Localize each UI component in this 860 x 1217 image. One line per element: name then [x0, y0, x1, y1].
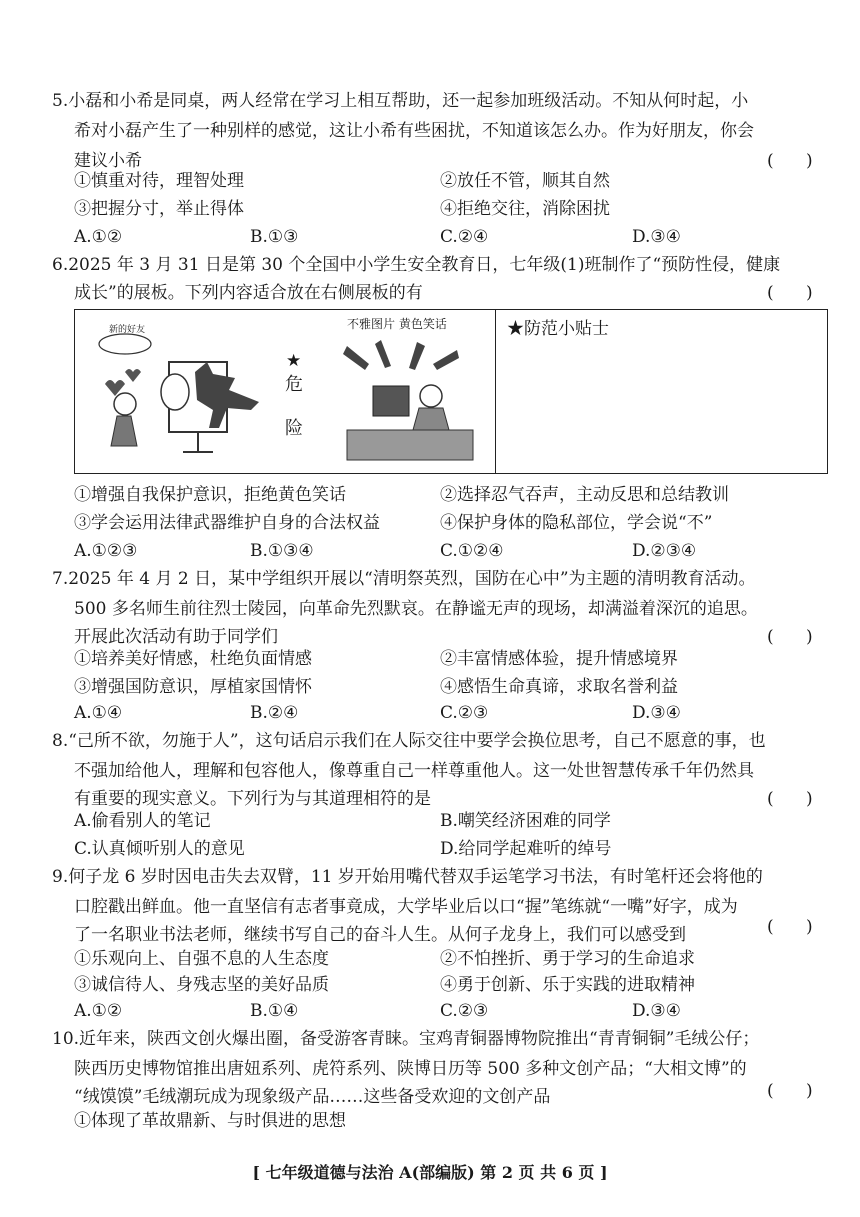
figure-caption: 不雅图片 黄色笑话 — [347, 317, 447, 331]
q5-line-3: 建议小希 — [74, 151, 142, 171]
q9-line-3: 了一名职业书法老师，继续书写自己的奋斗人生。从何子龙身上，我们可以感受到 — [74, 925, 686, 945]
q6-item-4: ④保护身体的隐私部位，学会说“不” — [440, 513, 713, 533]
q6-item-2: ②选择忍气吞声，主动反思和总结教训 — [440, 485, 729, 505]
q10-item-1: ①体现了革故鼎新、与时俱进的思想 — [74, 1111, 346, 1131]
q9-choice-b: B.①④ — [250, 1001, 299, 1021]
q6-choice-b: B.①③④ — [250, 541, 314, 561]
q7-answer-paren: ( ) — [767, 627, 813, 647]
desk-shape — [347, 430, 473, 460]
q7-choice-b: B.②④ — [250, 703, 299, 723]
q8-choice-d: D.给同学起难听的绰号 — [440, 839, 612, 859]
q7-item-1: ①培养美好情感，杜绝负面情感 — [74, 649, 312, 669]
q7-item-3: ③增强国防意识，厚植家国情怀 — [74, 677, 312, 697]
girl-head — [114, 393, 136, 415]
q9-item-1: ①乐观向上、自强不息的人生态度 — [74, 949, 329, 969]
q6-line-1: 6.2025 年 3 月 31 日是第 30 个全国中小学生安全教育日，七年级(1)班制作了“预防性侵，健康 — [52, 255, 781, 275]
q8-answer-paren: ( ) — [767, 789, 813, 809]
q6-answer-paren: ( ) — [767, 283, 813, 303]
q5-choice-d: D.③④ — [632, 227, 681, 247]
girl-body — [111, 416, 137, 446]
q6-item-3: ③学会运用法律武器维护自身的合法权益 — [74, 513, 380, 533]
q5-answer-paren: ( ) — [767, 151, 813, 171]
q5-line-2: 希对小磊产生了一种别样的感觉，这让小希有些困扰，不知道该怎么办。作为好朋友，你会 — [74, 121, 754, 141]
q7-choice-a: A.①④ — [74, 703, 123, 723]
computer-monitor — [373, 386, 409, 416]
q8-line-3: 有重要的现实意义。下列行为与其道理相符的是 — [74, 789, 431, 809]
q5-item-2: ②放任不管，顺其自然 — [440, 171, 610, 191]
reaching-hand-icon — [433, 350, 459, 370]
q5-choice-a: A.①② — [74, 227, 123, 247]
q8-choice-a: A.偷看别人的笔记 — [74, 811, 211, 831]
q8-choice-c: C.认真倾听别人的意见 — [74, 839, 245, 859]
q6-choice-a: A.①②③ — [74, 541, 138, 561]
q9-line-2: 口腔戳出鲜血。他一直坚信有志者事竟成，大学毕业后以口“握”笔练就“一嘴”好字，成为 — [74, 897, 738, 917]
q7-item-4: ④感悟生命真谛，求取名誉利益 — [440, 677, 678, 697]
q9-choice-a: A.①② — [74, 1001, 123, 1021]
q5-item-1: ①慎重对待，理智处理 — [74, 171, 244, 191]
q5-item-4: ④拒绝交往，消除困扰 — [440, 199, 610, 219]
reaching-hand-icon — [375, 340, 391, 368]
bubble-label: 新的好友 — [109, 325, 146, 335]
q7-item-2: ②丰富情感体验，提升情感境界 — [440, 649, 678, 669]
q7-line-2: 500 多名师生前往烈士陵园，向革命先烈默哀。在静谧无声的现场，却满溢着深沉的追思。 — [74, 599, 758, 619]
q10-line-2: 陕西历史博物馆推出唐妞系列、虎符系列、陕博日历等 500 多种文创产品；“大相文博”的 — [74, 1059, 747, 1079]
q6-item-1: ①增强自我保护意识，拒绝黄色笑话 — [74, 485, 346, 505]
danger-char-1: 危 — [285, 374, 303, 395]
q10-line-1: 10.近年来，陕西文创火爆出圈，备受游客青睐。宝鸡青铜器博物院推出“青青铜铜”毛绒公仔； — [52, 1029, 760, 1049]
reaching-hand-icon — [409, 342, 425, 370]
q7-line-1: 7.2025 年 4 月 2 日，某中学组织开展以“清明祭英烈，国防在心中”为主题的清明教育活动。 — [52, 569, 756, 589]
q7-choice-c: C.②③ — [440, 703, 489, 723]
q8-line-2: 不强加给他人，理解和包容他人，像尊重自己一样尊重他人。这一处世智慧传承千年仍然具 — [74, 761, 754, 781]
q9-choice-d: D.③④ — [632, 1001, 681, 1021]
q9-item-2: ②不怕挫折、勇于学习的生命追求 — [440, 949, 695, 969]
q7-choice-d: D.③④ — [632, 703, 681, 723]
q6-choice-d: D.②③④ — [632, 541, 697, 561]
q5-item-3: ③把握分寸，举止得体 — [74, 199, 244, 219]
q5-choice-c: C.②④ — [440, 227, 489, 247]
poster-divider — [495, 310, 496, 473]
user-body — [413, 408, 449, 430]
q5-line-1: 5.小磊和小希是同桌，两人经常在学习上相互帮助，还一起参加班级活动。不知从何时起，小 — [52, 91, 749, 111]
smiling-mask — [161, 374, 189, 410]
heart-icon — [125, 369, 141, 382]
q9-answer-paren: ( ) — [767, 917, 813, 937]
q9-item-3: ③诚信待人、身残志坚的美好品质 — [74, 975, 329, 995]
q6-line-2: 成长”的展板。下列内容适合放在右侧展板的有 — [74, 283, 423, 303]
q7-line-3: 开展此次活动有助于同学们 — [74, 627, 278, 647]
star-icon: ★ — [286, 351, 302, 371]
reaching-hand-icon — [343, 346, 369, 370]
poster-figure — [74, 309, 828, 474]
q8-choice-b: B.嘲笑经济困难的同学 — [440, 811, 611, 831]
q5-choice-b: B.①③ — [250, 227, 299, 247]
page-footer: [ 七年级道德与法治 A(部编版) 第 2 页 共 6 页 ] — [252, 1163, 608, 1182]
tips-heading: ★防范小贴士 — [507, 319, 609, 339]
q8-line-1: 8.“己所不欲，勿施于人”，这句话启示我们在人际交往中要学会换位思考，自己不愿意的事，也 — [52, 731, 766, 751]
user-head — [420, 385, 442, 407]
q10-answer-paren: ( ) — [767, 1081, 813, 1101]
speech-bubble-shape — [99, 334, 151, 354]
harassment-illustration — [333, 336, 483, 466]
q10-line-3: “绒馍馍”毛绒潮玩成为现象级产品……这些备受欢迎的文创产品 — [74, 1087, 551, 1107]
online-danger-illustration — [95, 324, 285, 464]
q6-choice-c: C.①②④ — [440, 541, 504, 561]
danger-char-2: 险 — [285, 418, 303, 439]
q9-item-4: ④勇于创新、乐于实践的进取精神 — [440, 975, 695, 995]
q9-choice-c: C.②③ — [440, 1001, 489, 1021]
q9-line-1: 9.何子龙 6 岁时因电击失去双臂，11 岁开始用嘴代替双手运笔学习书法，有时笔杆还会将他的 — [52, 867, 763, 887]
